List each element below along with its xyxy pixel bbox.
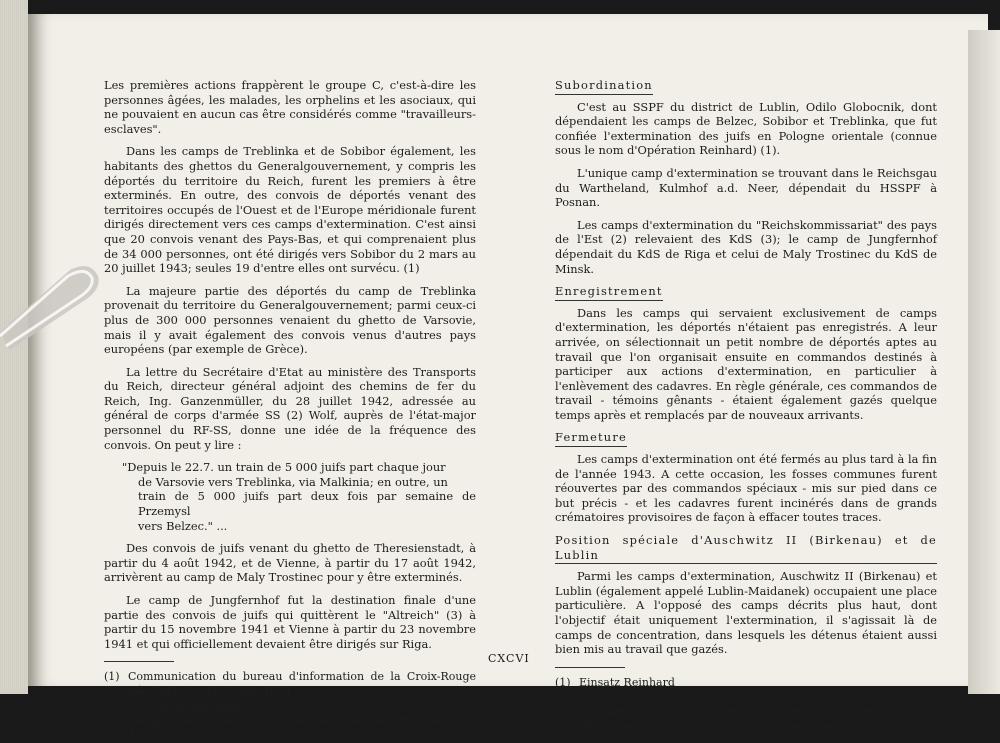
section-heading: Subordination bbox=[555, 78, 653, 95]
footnote: (3) Kommandeur der Sicherheitspolizei und des SD = "Kommandeur" de la police de sûreté et du service de sécurité bbox=[555, 704, 937, 733]
paragraph: Les camps d'extermination ont été fermés au plus tard à la fin de l'année 1943. A cette occasion, les fosses communes furent réouvertes par des commandos spéciaux - mis sur pied dans ce but précis - et les cadavres furent incinérés dans de grands crématoires provisoires de façon à effacer toutes traces. bbox=[555, 452, 937, 525]
section-subordination bbox=[555, 78, 937, 276]
paragraph: La lettre du Secrétaire d'Etat au ministère des Transports du Reich, directeur général adjoint des chemins de fer du Reich, Ing. Ganzenmüller, du 28 juillet 1942, adressée au général de corps d'armée SS (2) Wolf, auprès de l'état-major personnel du RF-SS, donne une idée de la fréquence des convois. On peut y lire : bbox=[104, 364, 476, 452]
page-number: CXCVI bbox=[488, 652, 530, 665]
left-column bbox=[104, 78, 476, 743]
quote-line: de Varsovie vers Treblinka, via Malkinia; en outre, un bbox=[138, 474, 448, 489]
paragraph: La majeure partie des déportés du camp de Treblinka provenait du territoire du Generalgouvernement; parmi ceux-ci plus de 300 000 personnes venaient du ghetto de Varsovie, mais il y avait également des convois venus d'autres pays européens (par exemple de Grèce). bbox=[104, 283, 476, 357]
footnote-rule bbox=[104, 661, 174, 662]
section-fermeture bbox=[555, 430, 937, 525]
right-column bbox=[555, 78, 937, 734]
footnote-rule bbox=[555, 667, 625, 668]
section-heading: Enregistrement bbox=[555, 284, 663, 301]
paragraph: Des convois de juifs venant du ghetto de Theresienstadt, à partir du 4 août 1942, et de Vienne, à partir du 17 août 1942, arrivèrent au camp de Maly Trostinec pour y être exterminés. bbox=[104, 541, 476, 585]
paragraph: Les premières actions frappèrent le groupe C, c'est-à-dire les personnes âgées, les malades, les orphelins et les asociaux, qui ne pouvaient en aucun cas être considérés comme "travailleurs-esclaves". bbox=[104, 78, 476, 136]
quotation bbox=[122, 460, 476, 533]
footnote: (3) désignation du territoire allemand dans ses frontières de 1937 bbox=[104, 714, 476, 742]
paragraph: Parmi les camps d'extermination, Auschwitz II (Birkenau) et Lublin (également appelé Lublin-Maidanek) occupaient une place particulière. A l'opposé des camps décrits plus haut, dont l'objectif était uniquement l'extermination, il s'agissait là de camps de concentration, dans lesquels les détenus étaient aussi bien mis au travail que gazés. bbox=[555, 569, 937, 657]
paragraph: L'unique camp d'extermination se trouvant dans le Reichsgau du Wartheland, Kulmhof a.d. Neer, dépendait du HSSPF à Posnan. bbox=[555, 165, 937, 210]
footnote: (2) SS-Obergruppenführer bbox=[104, 699, 258, 713]
footnote: (1) Einsatz Reinhard bbox=[555, 675, 675, 689]
facing-page-edge bbox=[968, 30, 1000, 694]
paragraph: Dans les camps qui servaient exclusivement de camps d'extermination, les déportés n'étaient pas enregistrés. A leur arrivée, on sélectionnait un petit nombre de déportés aptes au travail que l'on organisait ensuite en commandos destinés à participer aux actions d'extermination, en particulier à l'enlèvement des cadavres. En règle générale, ces commandos de travail - témoins gênants - étaient également gazés quelque temps après et remplacés par de nouveaux arrivants. bbox=[555, 305, 937, 422]
section-heading: Fermeture bbox=[555, 430, 627, 447]
quote-line: train de 5 000 juifs part deux fois par semaine de Przemysl bbox=[138, 489, 476, 519]
quote-line: vers Belzec." ... bbox=[138, 518, 228, 533]
paragraph: Le camp de Jungfernhof fut la destination finale d'une partie des convois de juifs qui quittèrent le "Altreich" (3) à partir du 15 novembre 1941 et Vienne à partir du 23 novembre 1941 et qui officiellement devaient être dirigés sur Riga. bbox=[104, 593, 476, 651]
section-enregistrement bbox=[555, 284, 937, 422]
section-position-speciale bbox=[555, 533, 937, 657]
paragraph: Les camps d'extermination du "Reichskommissariat" des pays de l'Est (2) relevaient des KdS (3); le camp de Jungfernhof dépendait du KdS de Riga et celui de Maly Trostinec du KdS de Minsk. bbox=[555, 217, 937, 276]
footnote: (1) Communication du bureau d'information de la Croix-Rouge néerlandaise du 19 juin 1954 bbox=[104, 670, 476, 698]
paper-clip-shadow bbox=[0, 262, 105, 352]
section-heading: Position spéciale d'Auschwitz II (Birkenau) et de Lublin bbox=[555, 533, 937, 564]
footnote: (2) Ostland bbox=[555, 690, 623, 704]
paragraph: Dans les camps de Treblinka et de Sobibor également, les habitants des ghettos du Generalgouvernement, y compris les déportés du territoire du Reich, furent les premiers à être exterminés. En outre, des convois de déportés venant des territoires occupés de l'Ouest et de l'Europe méridionale furent dirigés directement vers ces camps d'extermination. C'est ainsi que 20 convois venant des Pays-Bas, et qui comprenaient plus de 34 000 personnes, ont été dirigés vers Sobibor du 2 mars au 20 juillet 1943; seules 19 d'entre elles ont survécu. (1) bbox=[104, 144, 476, 276]
paragraph: C'est au SSPF du district de Lublin, Odilo Globocnik, dont dépendaient les camps de Belzec, Sobibor et Treblinka, que fut confiée l'extermination des juifs en Pologne orientale (connue sous le nom d'Opération Reinhard) (1). bbox=[555, 99, 937, 158]
quote-line: "Depuis le 22.7. un train de 5 000 juifs part chaque jour bbox=[122, 460, 446, 475]
